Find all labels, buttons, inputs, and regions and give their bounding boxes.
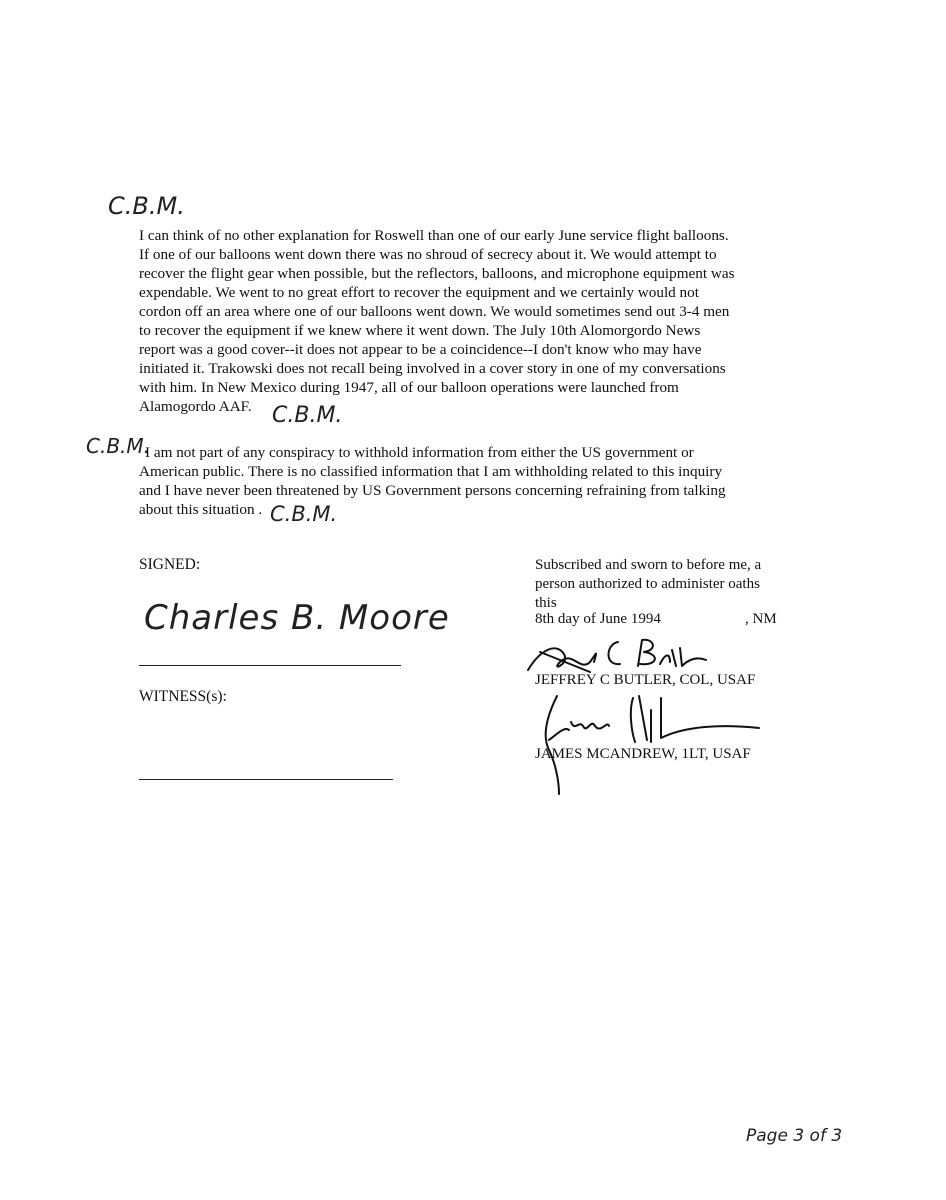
signed-label: SIGNED:	[139, 556, 201, 573]
paragraph-line: initiated it. Trakowski does not recall being involved in a cover story in one of my conversations	[139, 360, 726, 377]
notary-line: Subscribed and sworn to before me, a	[535, 557, 762, 573]
mcandrew-signature	[535, 690, 765, 800]
paragraph-line: expendable. We went to no great effort to recover the equipment and we certainly would not	[139, 284, 699, 301]
paragraph-line: and I have never been threatened by US Government persons concerning refraining from talking	[139, 482, 726, 499]
notary-block	[535, 556, 795, 613]
initials-after-paragraph-1: C.B.M.	[272, 403, 343, 428]
statement-paragraph-2	[139, 443, 779, 519]
signature-line	[139, 665, 401, 666]
paragraph-line: to recover the equipment if we knew where it went down. The July 10th Alomorgordo News	[139, 322, 701, 339]
paragraph-line: report was a good cover--it does not appear to be a coincidence--I don't know who may have	[139, 341, 702, 358]
paragraph-line: I can think of no other explanation for Roswell than one of our early June service flight balloons.	[139, 227, 729, 244]
paragraph-line: about this situation .	[139, 501, 263, 518]
paragraph-line: recover the flight gear when possible, but the reflectors, balloons, and microphone equipment was	[139, 265, 735, 282]
officer-butler: JEFFREY C BUTLER, COL, USAF	[535, 672, 756, 688]
paragraph-line: cordon off an area where one of our balloons went down. We would sometimes send out 3-4 men	[139, 303, 730, 320]
notary-place: , NM	[745, 611, 777, 627]
statement-paragraph-1	[139, 226, 779, 416]
paragraph-line: with him. In New Mexico during 1947, all of our balloon operations were launched from	[139, 379, 679, 396]
signature-charles-moore: Charles B. Moore	[144, 598, 450, 638]
notary-line: this	[535, 595, 557, 611]
initials-before-paragraph-2: C.B.M.	[86, 434, 151, 458]
page-number-mark: Page 3 of 3	[746, 1126, 843, 1146]
witness-label: WITNESS(s):	[139, 688, 227, 705]
paragraph-line: I am not part of any conspiracy to withhold information from either the US government or	[145, 444, 694, 461]
officer-mcandrew: JAMES MCANDREW, 1LT, USAF	[535, 746, 751, 762]
paragraph-line: Alamogordo AAF.	[139, 398, 252, 415]
notary-line: person authorized to administer oaths	[535, 576, 760, 592]
paragraph-line: American public. There is no classified information that I am withholding related to this inquiry	[139, 463, 723, 480]
witness-signature-line	[139, 779, 393, 780]
paragraph-line: If one of our balloons went down there was no shroud of secrecy about it. We would attempt to	[139, 246, 717, 263]
notary-date: 8th day of June 1994	[535, 611, 661, 627]
initials-after-paragraph-2: C.B.M.	[270, 502, 338, 526]
initials-top: C.B.M.	[108, 192, 185, 220]
